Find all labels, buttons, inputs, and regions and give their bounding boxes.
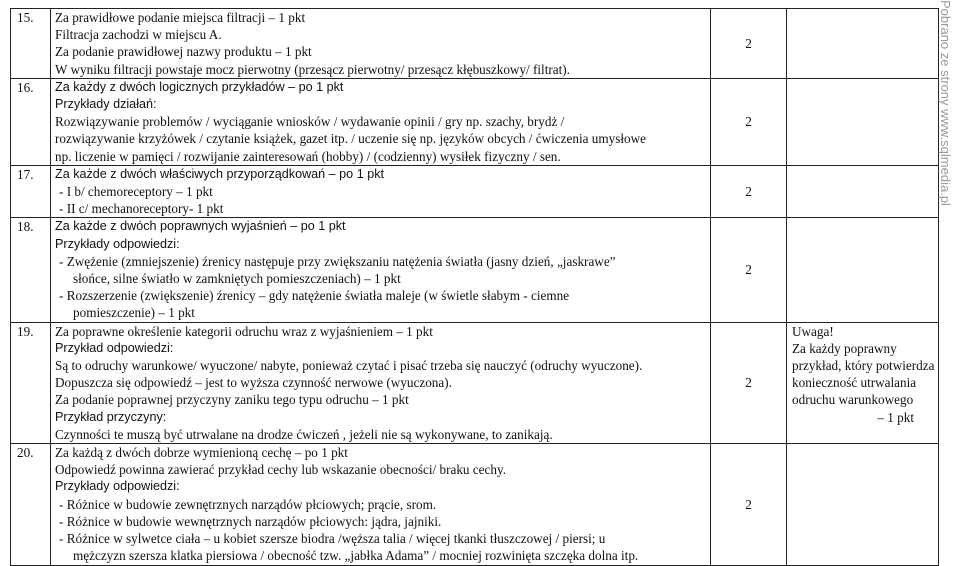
points-cell: 2 (711, 322, 787, 443)
task-criteria (51, 165, 711, 218)
table-row (11, 9, 939, 79)
note-cell (787, 9, 939, 79)
criteria-line: rozwiązywanie krzyżówek / czytanie książek, gazet itp. / uczenie się np. języków obcych / ćwiczenia umysłowe (55, 131, 646, 147)
table-row (11, 444, 939, 565)
watermark-text: Pobrano ze strony www.sqlmedia.pl (938, 0, 953, 206)
points-cell: 2 (711, 444, 787, 565)
answer-key-table (10, 8, 939, 566)
task-criteria (51, 78, 711, 165)
criteria-line: pomieszczenie) – 1 pkt (73, 305, 195, 321)
points-cell: 2 (711, 165, 787, 218)
task-number: 17. (11, 165, 51, 218)
criteria-line: Za poprawne określenie kategorii odruchu wraz z wyjaśnieniem – 1 pkt (55, 323, 433, 339)
table-row (11, 322, 939, 443)
criteria-line: Przykłady odpowiedzi: (55, 236, 180, 251)
criteria-line: Rozwiązywanie problemów / wyciąganie wniosków / wydawanie opinii / gry np. szachy, brydż / (55, 114, 565, 130)
criteria-line: Za prawidłowe podanie miejsca filtracji – 1 pkt (55, 10, 306, 25)
table-row (11, 78, 939, 165)
points-cell: 2 (711, 218, 787, 322)
criteria-line: słońce, silne światło w zamkniętych pomieszczeniach) – 1 pkt (73, 271, 401, 287)
task-number: 20. (11, 444, 51, 565)
task-criteria (51, 218, 711, 322)
task-criteria (51, 322, 711, 443)
criteria-line: - Zwężenie (zmniejszenie) źrenicy następuje przy zwiększaniu natężenia światła (jasny dzień, „jaskrawe” (59, 253, 616, 269)
note-line: – 1 pkt (877, 409, 914, 425)
criteria-line: Przykład przyczyny: (55, 409, 167, 424)
source-watermark (938, 0, 955, 230)
criteria-line: Przykład odpowiedzi: (55, 340, 174, 355)
criteria-line: Przykłady działań: (55, 97, 157, 112)
criteria-line: - Różnice w sylwetce ciała – u kobiet szersze biodra /węższa talia / więcej tkanki tłuszczowej / piersi; u (59, 531, 606, 547)
criteria-line: Filtracja zachodzi w miejscu A. (55, 27, 222, 43)
criteria-line: Za każde z dwóch właściwych przyporządkowań – po 1 pkt (55, 166, 384, 181)
criteria-line: Za każdą z dwóch dobrze wymienioną cechę – po 1 pkt (55, 445, 348, 461)
criteria-line: Czynności te muszą być utrwalane na drodze ćwiczeń , jeżeli nie są wykonywane, to zanikają. (55, 426, 553, 442)
criteria-line: mężczyzn szersza klatka piersiowa / obecność tzw. „jabłka Adama” / mocniej rozwinięta szczęka dolna itp. (73, 548, 639, 564)
note-line: konieczność utrwalania (792, 375, 917, 391)
note-line: przykład, który potwierdza (792, 358, 935, 374)
criteria-line: Za podanie prawidłowej nazwy produktu – 1 pkt (55, 44, 312, 60)
task-number: 19. (11, 322, 51, 443)
table-row (11, 218, 939, 322)
task-criteria (51, 9, 711, 79)
note-line: Uwaga! (792, 323, 834, 339)
note-cell (787, 322, 939, 443)
points-cell: 2 (711, 78, 787, 165)
criteria-line: Za podanie poprawnej przyczyny zaniku tego typu odruchu – 1 pkt (55, 392, 409, 408)
note-cell (787, 444, 939, 565)
criteria-line: Odpowiedź powinna zawierać przykład cechy lub wskazanie obecności/ braku cechy. (55, 462, 506, 478)
note-line: Za każdy poprawny (792, 340, 897, 356)
criteria-line: - Rozszerzenie (zwiększenie) źrenicy – gdy natężenie światła maleje (w świetle słabym - ciemne (59, 288, 570, 304)
criteria-line: - II c/ mechanoreceptory- 1 pkt (59, 201, 224, 217)
table-row (11, 165, 939, 218)
criteria-line: Przykłady odpowiedzi: (55, 479, 180, 494)
task-number: 16. (11, 78, 51, 165)
criteria-line: W wyniku filtracji powstaje mocz pierwotny (przesącz pierwotny/ przesącz kłębuszkowy/ filtrat). (55, 61, 570, 77)
note-line: odruchu warunkowego (792, 392, 914, 408)
criteria-line: Za każdy z dwóch logicznych przykładów – po 1 pkt (55, 79, 344, 94)
note-cell (787, 165, 939, 218)
task-criteria (51, 444, 711, 565)
criteria-line: - I b/ chemoreceptory – 1 pkt (59, 184, 213, 200)
note-cell (787, 78, 939, 165)
task-number: 15. (11, 9, 51, 79)
criteria-line: - Różnice w budowie wewnętrznych narządów płciowych: jądra, jajniki. (59, 513, 442, 529)
criteria-line: Dopuszcza się odpowiedź – jest to wyższa czynność nerwowe (wyuczona). (55, 375, 452, 391)
criteria-line: Za każde z dwóch poprawnych wyjaśnień – po 1 pkt (55, 219, 346, 234)
points-cell: 2 (711, 9, 787, 79)
criteria-line: Są to odruchy warunkowe/ wyuczone/ nabyte, ponieważ czytać i pisać trzeba się nauczyć (odruchy wyuczone). (55, 358, 643, 374)
criteria-line: - Różnice w budowie zewnętrznych narządów płciowych; prącie, srom. (59, 496, 437, 512)
note-cell (787, 218, 939, 322)
criteria-line: np. liczenie w pamięci / rozwijanie zainteresowań (hobby) / (codzienny) wysiłek fizyczny / sen. (55, 148, 561, 164)
task-number: 18. (11, 218, 51, 322)
